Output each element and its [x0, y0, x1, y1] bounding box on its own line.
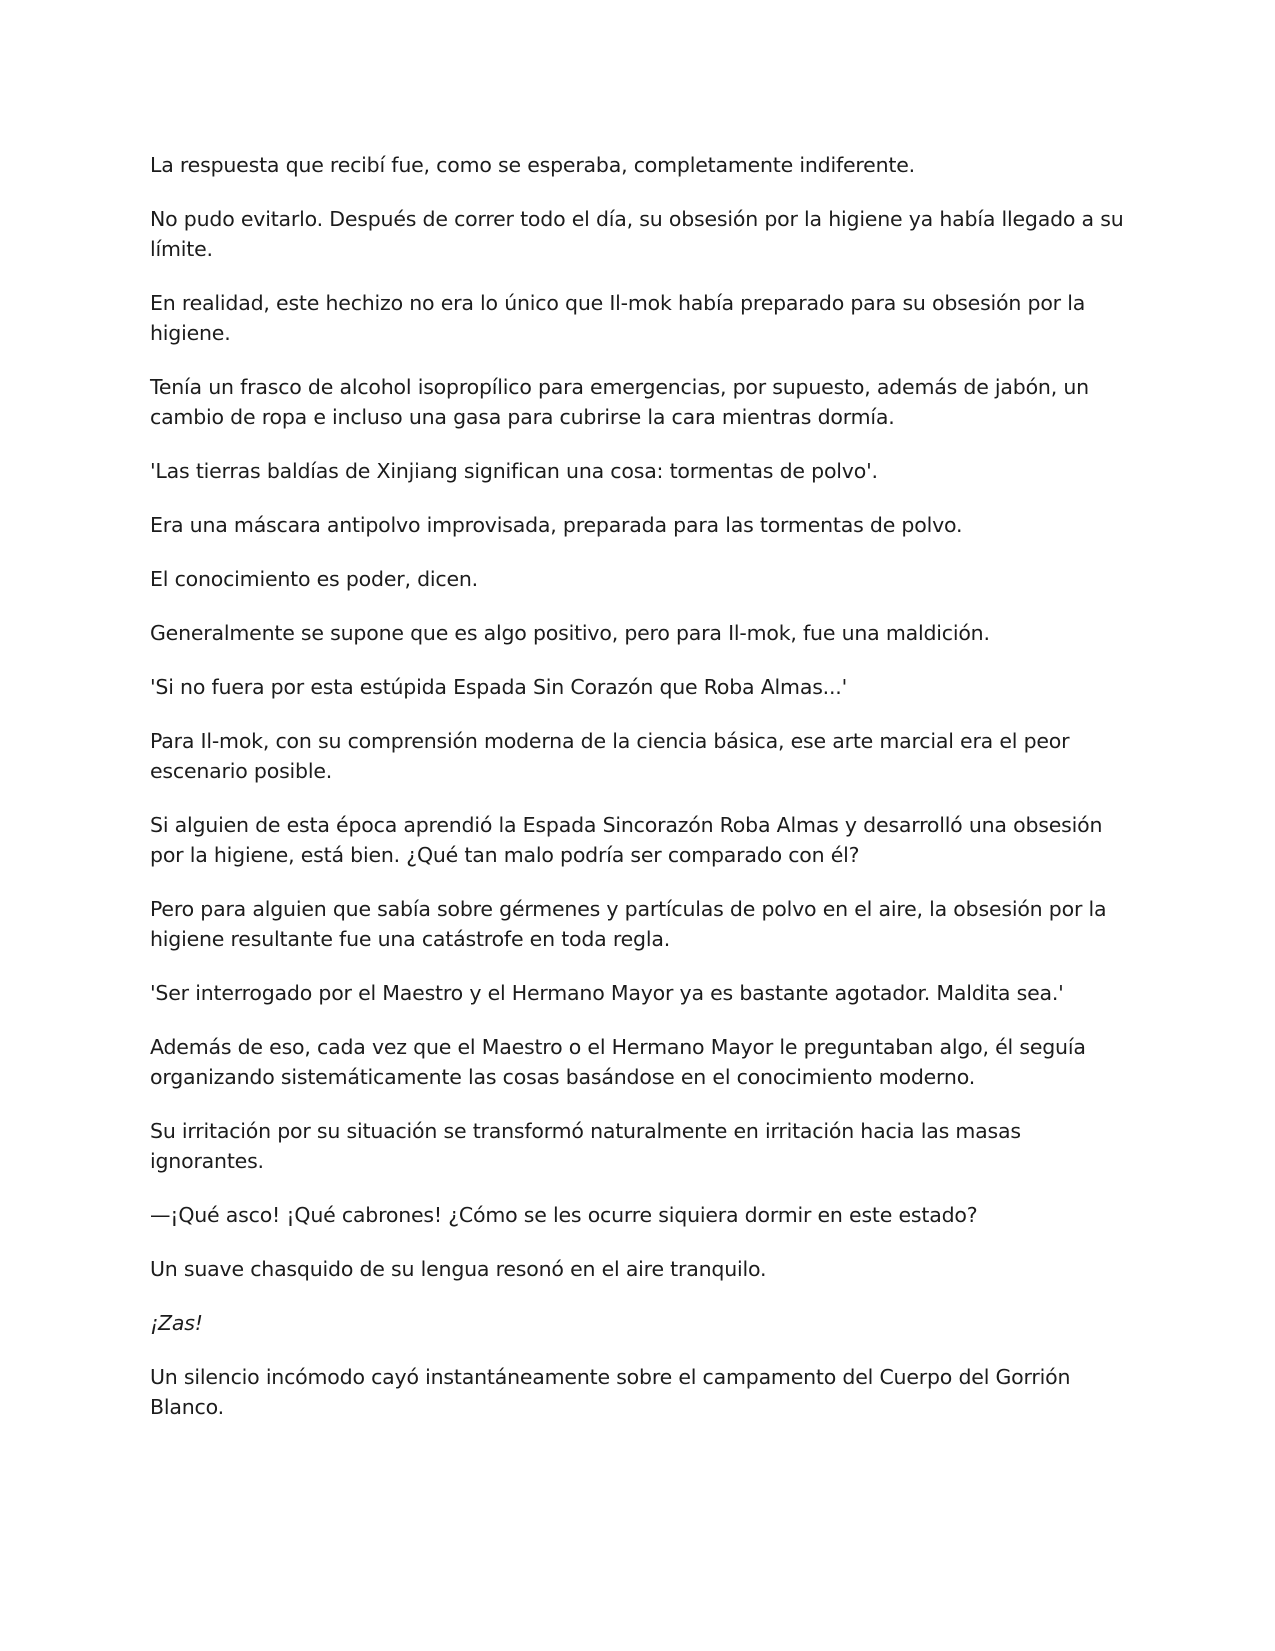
paragraph: Para Il-mok, con su comprensión moderna de la ciencia básica, ese arte marcial era el peor escenario posible.: [150, 729, 1070, 783]
paragraph: La respuesta que recibí fue, como se esperaba, completamente indiferente.: [150, 153, 915, 177]
paragraph: No pudo evitarlo. Después de correr todo el día, su obsesión por la higiene ya había llegado a su límite.: [150, 207, 1124, 261]
paragraph: El conocimiento es poder, dicen.: [150, 567, 478, 591]
dialogue-paragraph: —¡Qué asco! ¡Qué cabrones! ¿Cómo se les ocurre siquiera dormir en este estado?: [150, 1203, 978, 1227]
paragraph: Pero para alguien que sabía sobre gérmenes y partículas de polvo en el aire, la obsesión por la higiene resultante fue una catástrofe en toda regla.: [150, 897, 1107, 951]
paragraph: Su irritación por su situación se transformó naturalmente en irritación hacia las masas ignorantes.: [150, 1119, 1021, 1173]
paragraph: Un suave chasquido de su lengua resonó en el aire tranquilo.: [150, 1257, 767, 1281]
paragraph: 'Si no fuera por esta estúpida Espada Sin Corazón que Roba Almas...': [150, 675, 848, 699]
paragraph: Además de eso, cada vez que el Maestro o el Hermano Mayor le preguntaban algo, él seguía organizando sistemáticamente las cosas basándose en el conocimiento moderno.: [150, 1035, 1086, 1089]
document-body: [150, 150, 1125, 1446]
paragraph: Si alguien de esta época aprendió la Espada Sincorazón Roba Almas y desarrolló una obsesión por la higiene, está bien. ¿Qué tan malo podría ser comparado con él?: [150, 813, 1103, 867]
paragraph: 'Las tierras baldías de Xinjiang significan una cosa: tormentas de polvo'.: [150, 459, 878, 483]
paragraph: Un silencio incómodo cayó instantáneamente sobre el campamento del Cuerpo del Gorrión Blanco.: [150, 1365, 1071, 1419]
paragraph: En realidad, este hechizo no era lo único que Il-mok había preparado para su obsesión por la higiene.: [150, 291, 1086, 345]
sound-effect-paragraph: ¡Zas!: [150, 1311, 203, 1335]
paragraph: Era una máscara antipolvo improvisada, preparada para las tormentas de polvo.: [150, 513, 963, 537]
paragraph: Generalmente se supone que es algo positivo, pero para Il-mok, fue una maldición.: [150, 621, 990, 645]
paragraph: Tenía un frasco de alcohol isopropílico para emergencias, por supuesto, además de jabón, un cambio de ropa e incluso una gasa para cubrirse la cara mientras dormía.: [150, 375, 1089, 429]
paragraph: 'Ser interrogado por el Maestro y el Hermano Mayor ya es bastante agotador. Maldita sea.': [150, 981, 1064, 1005]
